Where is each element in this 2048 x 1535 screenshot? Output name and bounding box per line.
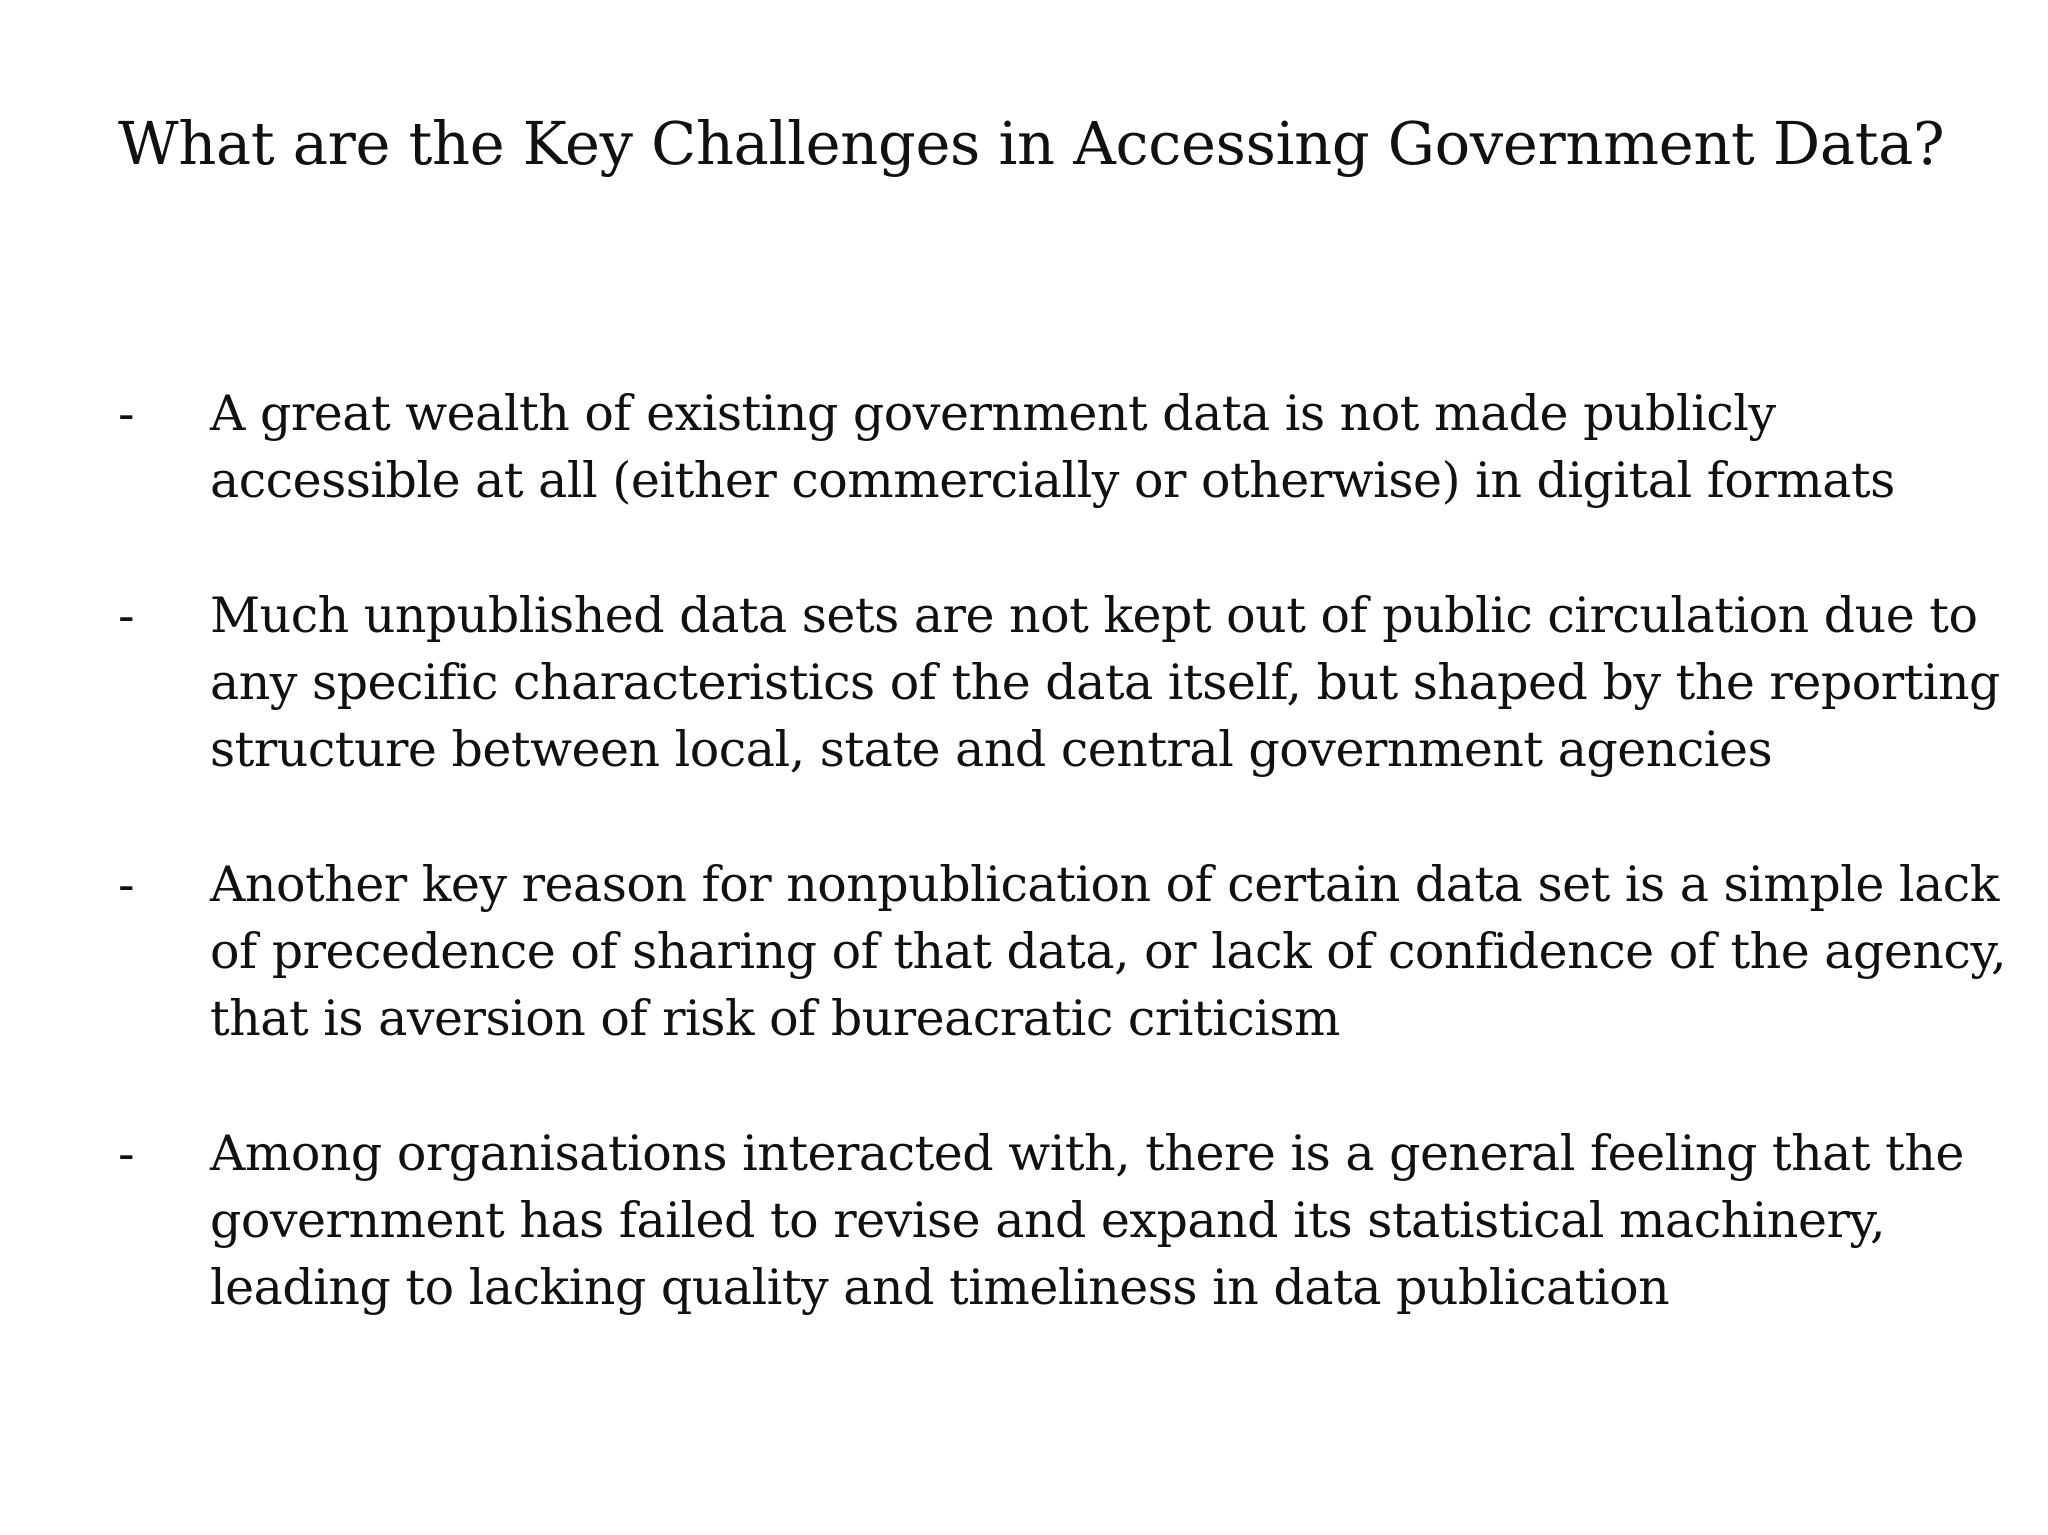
bullet-line: that is aversion of risk of bureacratic criticism [210, 990, 1340, 1047]
bullet-marker: - [118, 587, 135, 644]
bullet-text [210, 582, 2018, 783]
bullet-line: government has failed to revise and expand its statistical machinery, [210, 1192, 1886, 1249]
bullet-item [118, 851, 2018, 1052]
bullet-text [210, 1120, 2018, 1321]
bullet-line: leading to lacking quality and timeliness in data publication [210, 1259, 1670, 1316]
bullet-marker: - [118, 1125, 135, 1182]
bullet-marker: - [118, 385, 135, 442]
bullet-item [118, 1120, 2018, 1321]
bullet-line: Another key reason for nonpublication of certain data set is a simple lack [210, 856, 1999, 913]
bullet-marker: - [118, 856, 135, 913]
bullet-item [118, 582, 2018, 783]
bullet-text [210, 380, 2018, 514]
slide-title: What are the Key Challenges in Accessing Government Data? [118, 109, 1945, 178]
bullet-line: any specific characteristics of the data itself, but shaped by the reporting [210, 654, 2000, 711]
bullet-line: Among organisations interacted with, there is a general feeling that the [210, 1125, 1964, 1182]
bullet-item [118, 380, 2018, 514]
bullet-line: Much unpublished data sets are not kept out of public circulation due to [210, 587, 1978, 644]
bullet-text [210, 851, 2018, 1052]
bullet-list [118, 380, 2018, 1389]
bullet-line: A great wealth of existing government data is not made publicly [210, 385, 1776, 442]
bullet-line: accessible at all (either commercially or otherwise) in digital formats [210, 452, 1895, 509]
bullet-line: structure between local, state and central government agencies [210, 721, 1773, 778]
bullet-line: of precedence of sharing of that data, or lack of confidence of the agency, [210, 923, 2007, 980]
